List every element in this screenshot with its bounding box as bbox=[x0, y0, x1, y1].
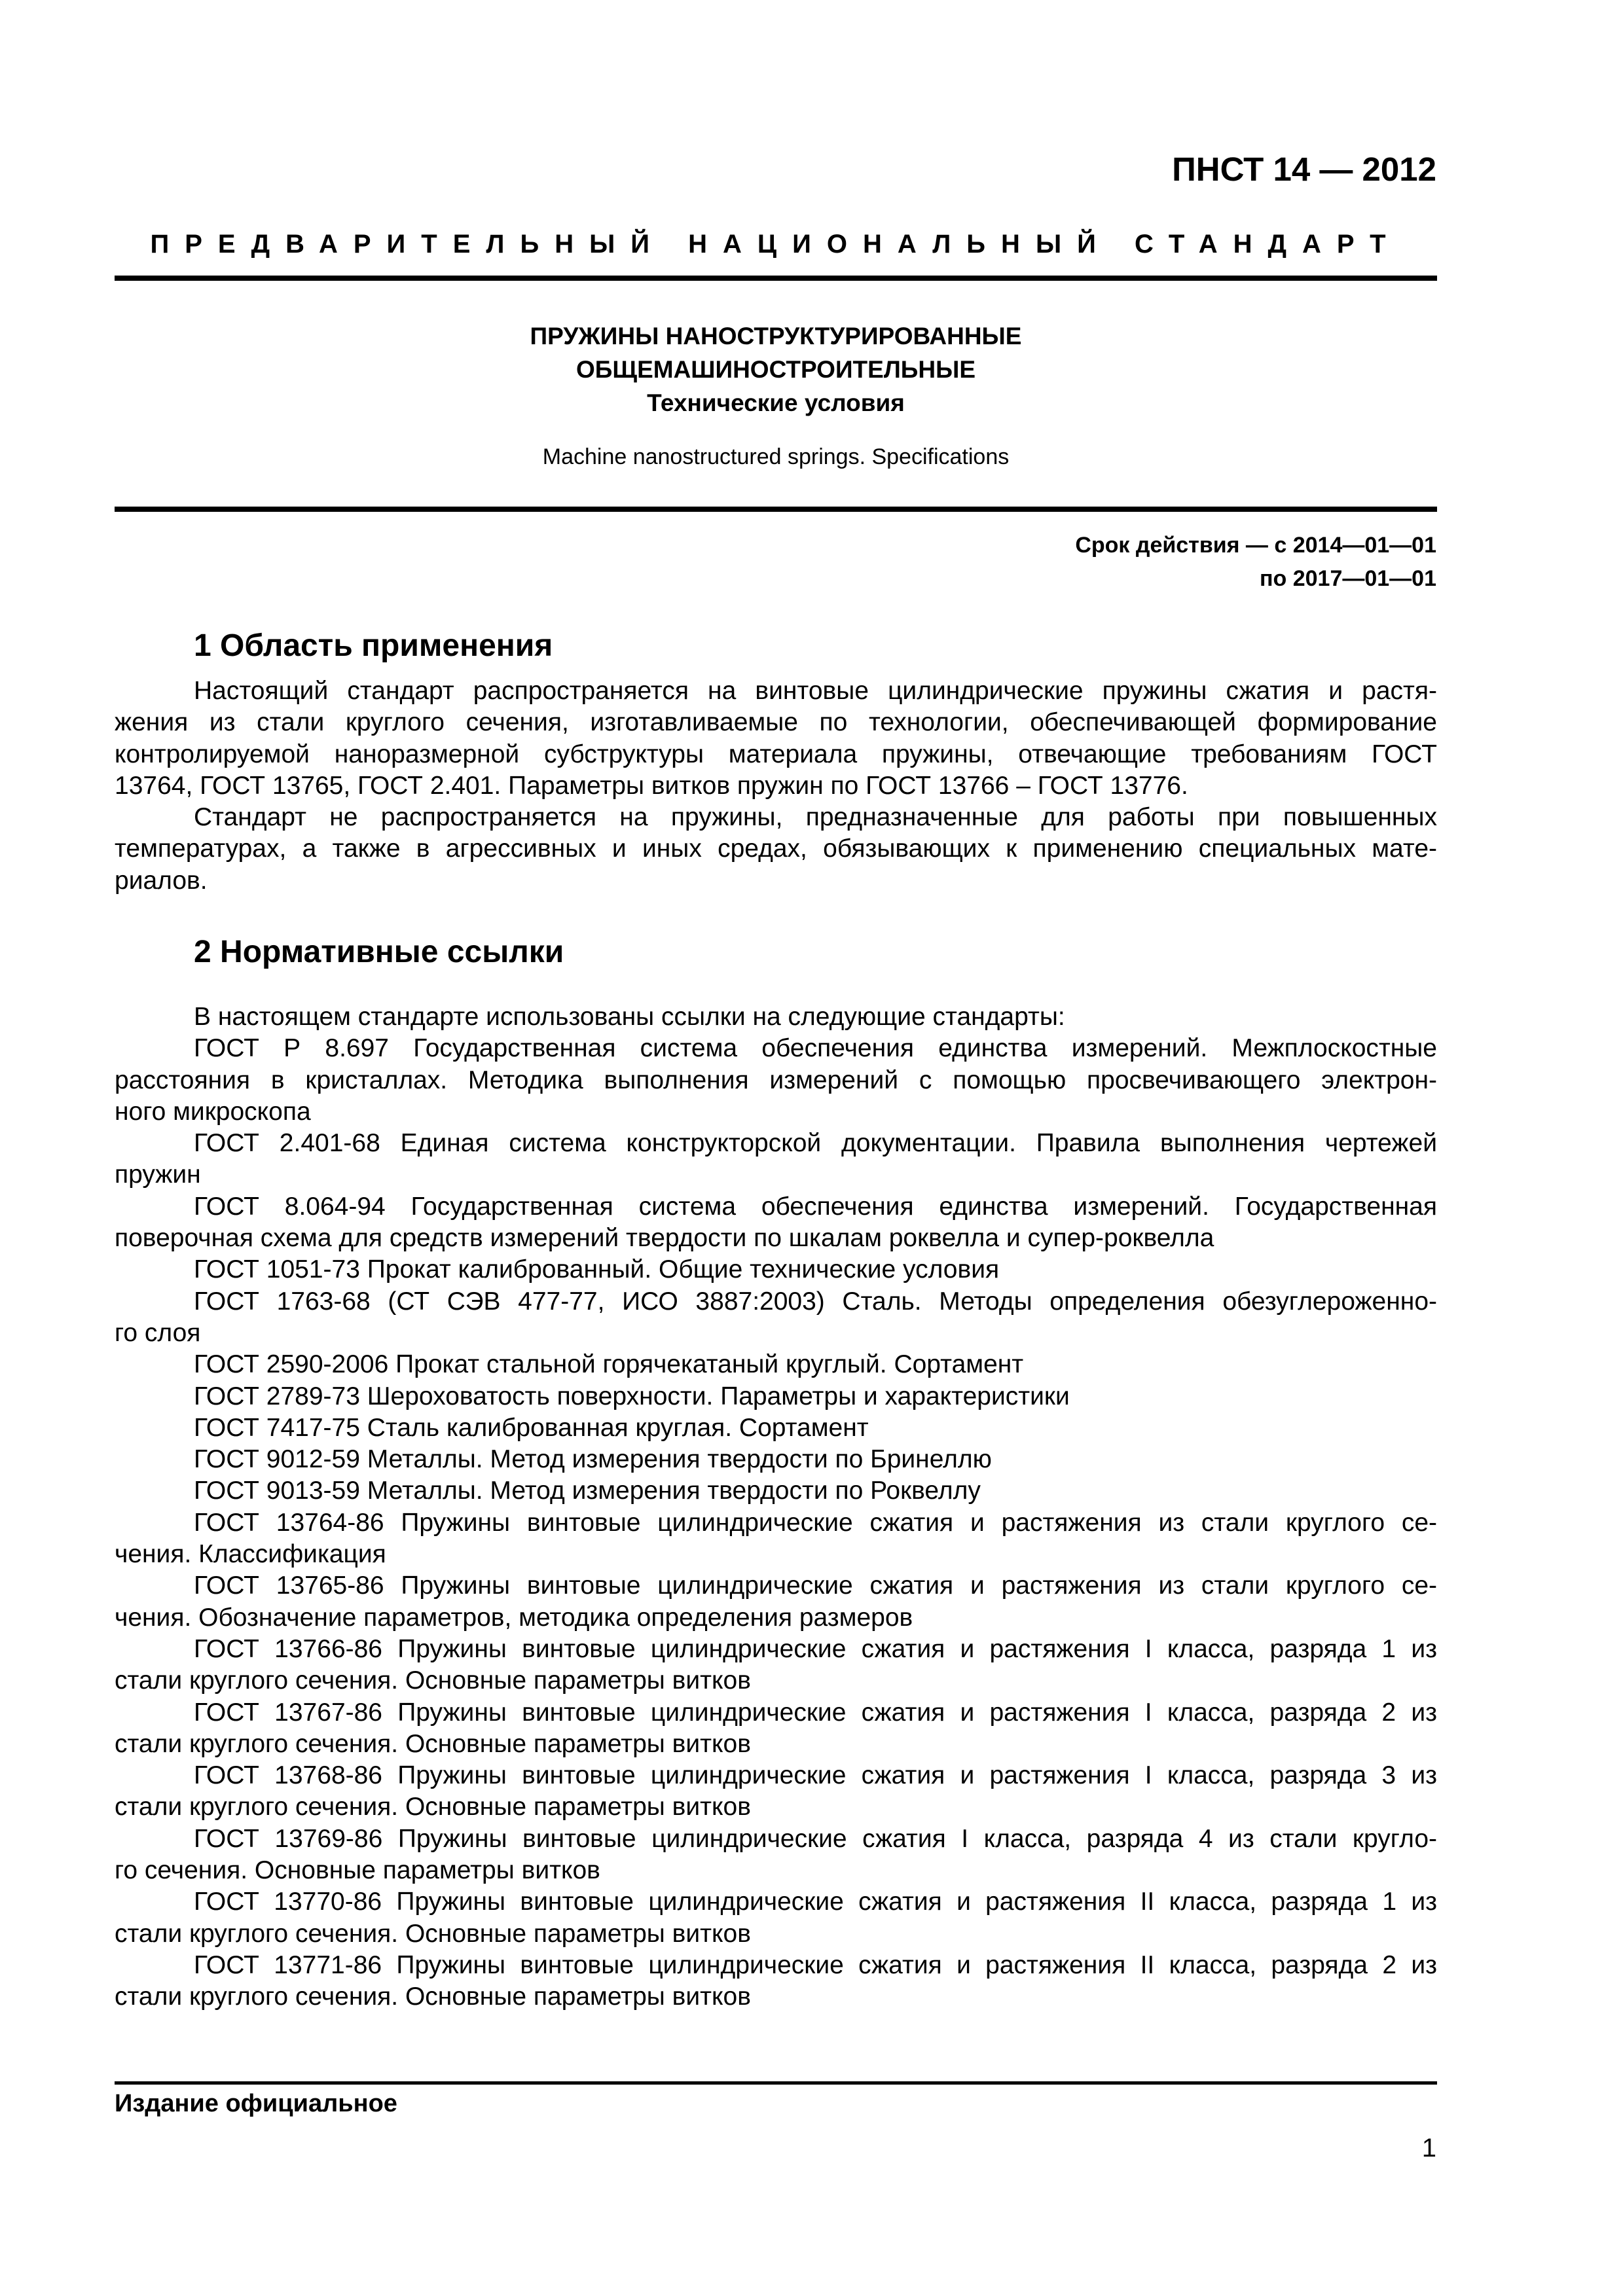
reference-line: ГОСТ 13771-86 Пружины винтовые цилиндрические сжатия и растяжения II класса, разряда 2 из bbox=[194, 1950, 1437, 1979]
validity-period bbox=[1075, 529, 1436, 596]
page-number: 1 bbox=[1421, 2134, 1436, 2162]
reference-line: ГОСТ 13768-86 Пружины винтовые цилиндрические сжатия и растяжения I класса, разряда 3 из bbox=[194, 1761, 1437, 1790]
reference-line: ГОСТ Р 8.697 Государственная система обеспечения единства измерений. Межплоскостные bbox=[194, 1034, 1437, 1063]
reference-line: стали круглого сечения. Основные параметры витков bbox=[115, 1729, 751, 1758]
reference-line: стали круглого сечения. Основные параметры витков bbox=[115, 1666, 751, 1695]
header-divider bbox=[115, 276, 1437, 281]
reference-line: го сечения. Основные параметры витков bbox=[115, 1856, 600, 1885]
body-line: В настоящем стандарте использованы ссылки на следующие стандарты: bbox=[194, 1003, 1065, 1031]
reference-line: ГОСТ 13767-86 Пружины винтовые цилиндрические сжатия и растяжения I класса, разряда 2 из bbox=[194, 1698, 1437, 1727]
reference-line: го слоя bbox=[115, 1318, 201, 1347]
body-line: Настоящий стандарт распространяется на винтовые цилиндрические пружины сжатия и растя- bbox=[194, 677, 1437, 705]
title-line-1: ПРУЖИНЫ НАНОСТРУКТУРИРОВАННЫЕ bbox=[530, 323, 1022, 350]
reference-line: ГОСТ 13769-86 Пружины винтовые цилиндрические сжатия I класса, разряда 4 из стали кругло- bbox=[194, 1824, 1437, 1853]
reference-line: стали круглого сечения. Основные параметры витков bbox=[115, 1793, 751, 1821]
reference-line: расстояния в кристаллах. Методика выполнения измерений с помощью просвечивающего электрон- bbox=[115, 1066, 1437, 1094]
reference-line: ГОСТ 2590-2006 Прокат стальной горячекатаный круглый. Сортамент bbox=[194, 1350, 1024, 1379]
title-subtitle: Технические условия bbox=[647, 389, 905, 416]
body-line: Стандарт не распространяется на пружины, предназначенные для работы при повышенных bbox=[194, 803, 1437, 832]
validity-line-2: по 2017—01—01 bbox=[1259, 566, 1436, 591]
reference-line: пружин bbox=[115, 1160, 201, 1189]
body-line: жения из стали круглого сечения, изготавливаемые по технологии, обеспечивающей формирование bbox=[115, 708, 1437, 737]
reference-line: ГОСТ 2789-73 Шероховатость поверхности. Параметры и характеристики bbox=[194, 1382, 1070, 1410]
title-line-2: ОБЩЕМАШИНОСТРОИТЕЛЬНЫЕ bbox=[576, 356, 976, 383]
edition-label: Издание официальное bbox=[115, 2090, 397, 2117]
body-line: контролируемой наноразмерной субструктуры материала пружины, отвечающие требованиям ГОСТ bbox=[115, 740, 1437, 768]
body-line: 13764, ГОСТ 13765, ГОСТ 2.401. Параметры витков пружин по ГОСТ 13766 – ГОСТ 13776. bbox=[115, 771, 1188, 800]
standard-kind: ПРЕДВАРИТЕЛЬНЫЙ НАЦИОНАЛЬНЫЙ СТАНДАРТ bbox=[150, 230, 1402, 259]
reference-line: стали круглого сечения. Основные параметры витков bbox=[115, 1982, 751, 2011]
reference-line: ГОСТ 1763-68 (СТ СЭВ 477-77, ИСО 3887:2003) Сталь. Методы определения обезуглероженно- bbox=[194, 1287, 1437, 1316]
section-1-body bbox=[115, 675, 1437, 897]
reference-line: ГОСТ 13766-86 Пружины винтовые цилиндрические сжатия и растяжения I класса, разряда 1 из bbox=[194, 1634, 1437, 1663]
title-english: Machine nanostructured springs. Specifications bbox=[542, 444, 1010, 469]
title-divider bbox=[115, 507, 1437, 512]
reference-line: ГОСТ 7417-75 Сталь калиброванная круглая. Сортамент bbox=[194, 1413, 869, 1442]
reference-line: ГОСТ 13770-86 Пружины винтовые цилиндрические сжатия и растяжения II класса, разряда 1 из bbox=[194, 1888, 1437, 1916]
reference-line: ГОСТ 2.401-68 Единая система конструкторской документации. Правила выполнения чертежей bbox=[194, 1129, 1437, 1158]
reference-line: чения. Классификация bbox=[115, 1540, 386, 1569]
reference-line: ГОСТ 1051-73 Прокат калиброванный. Общие технические условия bbox=[194, 1255, 1000, 1284]
body-line: риалов. bbox=[115, 866, 208, 895]
reference-line: ГОСТ 9013-59 Металлы. Метод измерения твердости по Роквеллу bbox=[194, 1477, 981, 1505]
reference-line: ГОСТ 13764-86 Пружины винтовые цилиндрические сжатия и растяжения из стали круглого се- bbox=[194, 1508, 1437, 1537]
reference-line: ного микроскопа bbox=[115, 1097, 311, 1126]
reference-line: ГОСТ 9012-59 Металлы. Метод измерения твердости по Бринеллю bbox=[194, 1445, 992, 1474]
reference-line: чения. Обозначение параметров, методика определения размеров bbox=[115, 1603, 913, 1632]
section-2-body bbox=[115, 1001, 1437, 2013]
reference-line: ГОСТ 13765-86 Пружины винтовые цилиндрические сжатия и растяжения из стали круглого се- bbox=[194, 1571, 1437, 1600]
doc-number: ПНСТ 14 — 2012 bbox=[1172, 151, 1436, 188]
reference-line: стали круглого сечения. Основные параметры витков bbox=[115, 1919, 751, 1948]
title-block bbox=[115, 319, 1437, 420]
section-1-heading: 1 Область применения bbox=[194, 628, 553, 663]
reference-line: поверочная схема для средств измерений твердости по шкалам роквелла и супер-роквелла bbox=[115, 1224, 1214, 1253]
section-2-heading: 2 Нормативные ссылки bbox=[194, 935, 564, 969]
body-line: температурах, а также в агрессивных и иных средах, обязывающих к применению специальных мате- bbox=[115, 834, 1437, 863]
validity-line-1: Срок действия — с 2014—01—01 bbox=[1075, 533, 1436, 558]
reference-line: ГОСТ 8.064-94 Государственная система обеспечения единства измерений. Государственная bbox=[194, 1192, 1437, 1221]
footer-divider bbox=[115, 2081, 1437, 2085]
